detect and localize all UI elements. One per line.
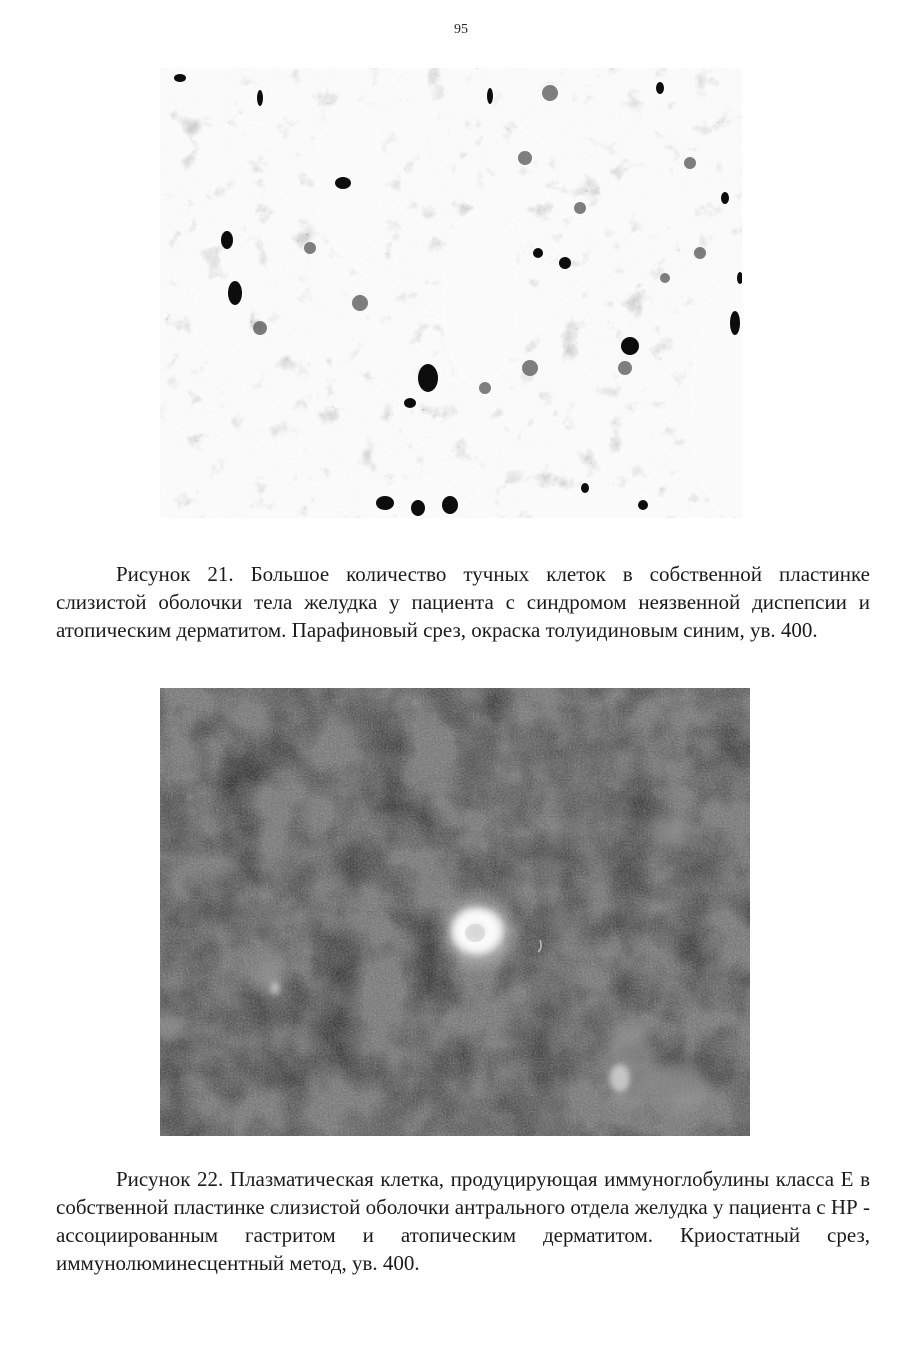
micrograph-figure-21 <box>160 68 742 518</box>
plasma-cell-fluorescence <box>437 895 517 967</box>
micrograph-21-image <box>160 68 742 518</box>
page-number: 95 <box>454 22 468 37</box>
figure-22-caption: Рисунок 22. Плазматическая клетка, продуцирующая иммуноглобулины класса Е в собственной пластинке слизистой оболочки антрального отдела желудка у пациента с НР - ассоциированным гастритом и атопическим дерматитом. Криостатный срез, иммунолюминесцентный метод, ув. 400. <box>56 1167 870 1275</box>
micrograph-22-image <box>160 688 750 1136</box>
figure-21-caption: Рисунок 21. Большое количество тучных клеток в собственной пластинке слизистой оболочки тела желудка у пациента с синдромом неязвенной диспепсии и атопическим дерматитом. Парафиновый срез, окраска толуидиновым синим, ув. 400. <box>56 562 870 642</box>
micrograph-figure-22 <box>160 688 750 1136</box>
